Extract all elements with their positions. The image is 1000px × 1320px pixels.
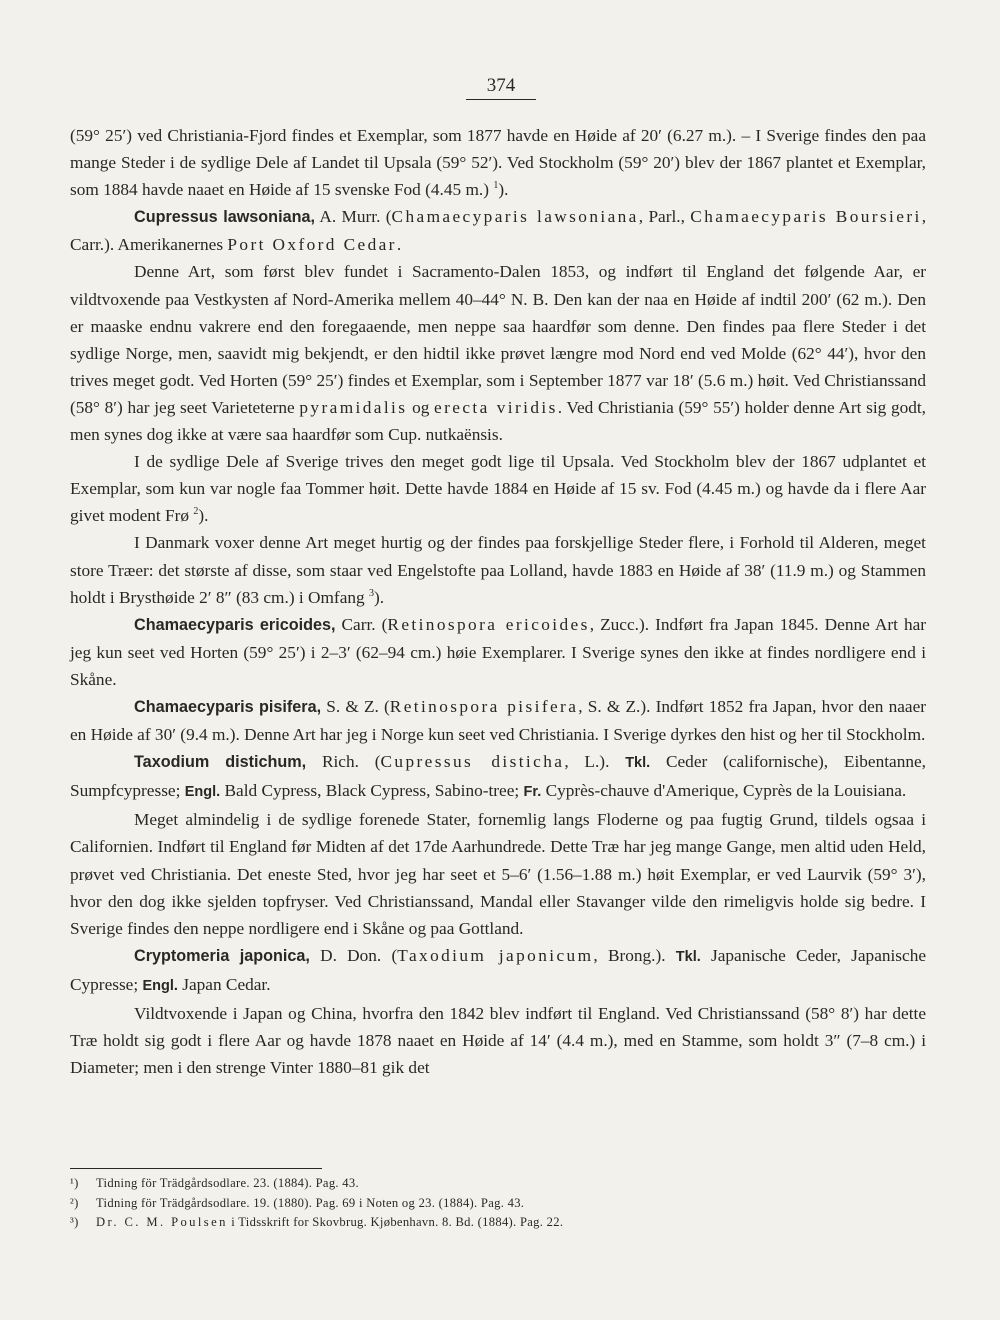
spaced-name: Taxodium japonicum — [397, 945, 594, 965]
text-run: Tidning för Trädgårdsodlare. 19. (1880). Pag. 69 i Noten og 23. (1884). Pag. 43. — [96, 1195, 525, 1210]
spaced-name: pyramidalis — [299, 397, 408, 417]
footnotes — [70, 1174, 930, 1233]
text-run: , Parl., — [638, 207, 691, 227]
paragraph — [70, 693, 926, 748]
text-run: D. Don. ( — [309, 945, 398, 965]
text-run: , Carr.). Amerikanernes — [70, 207, 927, 255]
text-run: ). — [373, 587, 385, 607]
text-run: , S. & Z.). Indført 1852 fra Japan, hvor den naaer en Høide af 30′ (9.4 m.). Denne Art har jeg i Norge kun seet ved Christiania. I Sverige dyrkes den hist og her til Stockholm. — [70, 696, 926, 745]
species-name: Chamaecyparis ericoides, — [134, 615, 336, 634]
paragraph — [70, 258, 926, 448]
language-label: Tkl. — [675, 948, 701, 965]
footnote-reference: 3 — [368, 587, 374, 599]
spaced-name: Chamaecyparis Boursieri — [690, 207, 922, 227]
spaced-name: Chamaecyparis lawsoniana — [391, 207, 639, 227]
text-run: Japan Cedar. — [177, 974, 271, 994]
text-run: S. & Z. ( — [321, 696, 390, 716]
paragraph — [70, 1000, 926, 1081]
text-run: , L.). — [564, 752, 626, 772]
species-name: Cryptomeria japonica, — [134, 946, 310, 965]
footnote-rule — [70, 1168, 322, 1169]
footnote-text — [96, 1213, 930, 1233]
spaced-name: Cupressus disticha — [380, 752, 565, 772]
text-run: . — [396, 235, 402, 255]
text-run: Tidning för Trädgårdsodlare. 23. (1884). Pag. 43. — [96, 1176, 359, 1190]
page-number: 374 — [466, 74, 536, 100]
text-run: . Ved Christiania (59° 55′) holder denne Art sig godt, men synes dog ikke at være saa haardfør som Cup. nutkaënsis. — [70, 397, 926, 445]
paragraph — [70, 448, 926, 529]
footnote-mark: ¹) — [70, 1176, 79, 1190]
text-run: i Tidsskrift for Skovbrug. Kjøbenhavn. 8. Bd. (1884). Pag. 22. — [227, 1215, 564, 1229]
language-label: Engl. — [184, 784, 221, 801]
paragraph — [70, 529, 926, 610]
language-label: Engl. — [142, 977, 178, 994]
footnote-reference: 1 — [493, 180, 499, 192]
footnote-reference: 2 — [193, 506, 199, 518]
text-run: ). — [498, 180, 509, 200]
paragraph — [70, 122, 926, 203]
text-run: Japanische Ceder, Japanische Cypresse; — [70, 945, 927, 994]
paragraph — [70, 806, 926, 941]
text-run: I de sydlige Dele af Sverige trives den meget godt lige til Upsala. Ved Stockholm blev der 1867 udplantet et Exemplar, som kun var nogle faa Tommer høit. Dette havde 1884 en Høide af 15 sv. Fod (4.45 m.) og havde da i flere Aar givet modent Frø — [70, 452, 926, 526]
text-run: ). — [198, 506, 209, 526]
text-run: og — [407, 397, 435, 417]
spaced-name: Port Oxford Cedar — [227, 235, 397, 255]
text-run: I Danmark voxer denne Art meget hurtig og der findes paa forskjellige Steder flere, i Forhold til Alderen, meget store Træer: det største af disse, som staar ved Engelstofte paa Lolland, havde 1883 en Høide af 38′ (11.9 m.) og Stammen holdt i Brysthøide 2′ 8″ (83 cm.) i Omfang — [70, 533, 926, 607]
footnote-text — [96, 1174, 930, 1194]
text-run: A. Murr. ( — [314, 207, 392, 227]
text-run: Denne Art, som først blev fundet i Sacramento-Dalen 1853, og indført til England det følgende Aar, er vildtvoxende paa Vestkysten af Nord-Amerika mellem 40–44° N. B. Den kan der naa en Høide af indtil 200′ (62 m.). Den er maaske endnu vakrere end den foregaaende, men neppe saa haardfør som denne. Den findes paa flere Steder i det sydlige Norge, men, saavidt mig bekjendt, er den hidtil ikke prøvet længre mod Nord end ved Molde (62° 44′), hvor den trives meget godt. Ved Horten (59° 25′) findes et Exemplar, som i September 1877 var 18′ (5.6 m.) høit. Ved Christianssand (58° 8′) har jeg seet Varieteterne — [70, 262, 926, 417]
text-run: Cyprès-chauve d'Amerique, Cyprès de la Louisiana. — [541, 781, 907, 801]
footnote-text — [96, 1194, 930, 1214]
spaced-name: Retinospora ericoides — [387, 614, 590, 634]
text-run: , Brong.). — [593, 945, 676, 965]
footnote-mark: ³) — [70, 1215, 79, 1229]
language-label: Tkl. — [625, 755, 651, 772]
footnote — [70, 1194, 930, 1214]
paragraph — [70, 748, 926, 806]
footnote — [70, 1174, 930, 1194]
spaced-name: Retinospora pisifera — [389, 696, 579, 716]
text-run: Ceder (californische), Eibentanne, Sumpfcypresse; — [70, 752, 926, 801]
spaced-name: Dr. C. M. Poulsen — [96, 1215, 228, 1229]
text-run: , Zucc.). Indført fra Japan 1845. Denne Art har jeg kun seet ved Horten (59° 25′) i 2–3′ (62–94 cm.) høie Exemplarer. I Sverige synes den ikke at findes nordligere end i Skåne. — [70, 614, 927, 689]
species-name: Chamaecyparis pisifera, — [134, 697, 322, 716]
paragraph — [70, 942, 926, 1000]
paragraph — [70, 611, 926, 693]
text-run: Rich. ( — [306, 752, 381, 772]
body-text — [70, 122, 926, 1081]
spaced-name: erecta viridis — [434, 397, 558, 417]
text-run: Vildtvoxende i Japan og China, hvorfra den 1842 blev indført til England. Ved Christianssand (58° 8′) har dette Træ holdt sig godt i flere Aar og havde 1878 naaet en Høide af 14′ (4.4 m.), med en Stamme, som holdt 3″ (7–8 cm.) i Diameter; men i den strenge Vinter 1880–81 gik det — [70, 1004, 926, 1078]
text-run: Carr. ( — [335, 614, 388, 634]
text-run: Meget almindelig i de sydlige forenede Stater, fornemlig langs Floderne og paa fugtig Grund, tildels ogsaa i Californien. Indført til England før Midten af det 17de Aarhundrede. Dette Træ har jeg mange Gange, men altid uden Held, prøvet ved Christiania. Det eneste Sted, hvor jeg har seet et 5–6′ (1.56–1.88 m.) høit Exemplar, er ved Laurvik (59° 3′), hvor den dog ikke sjelden topfryser. Ved Christianssand, Mandal eller Stavanger vilde den rimeligvis holde sig bedre. I Sverige findes den neppe nordligere end i Skåne og paa Gottland. — [70, 810, 926, 938]
species-name: Taxodium distichum, — [134, 753, 307, 772]
text-run: Bald Cypress, Black Cypress, Sabino-tree; — [220, 781, 524, 801]
paragraph — [70, 203, 926, 258]
footnote-mark: ²) — [70, 1195, 79, 1210]
language-label: Fr. — [523, 784, 542, 801]
text-run: (59° 25′) ved Christiania-Fjord findes et Exemplar, som 1877 havde en Høide af 20′ (6.27 m.). – I Sverige findes den paa mange Steder i de sydlige Dele af Landet til Upsala (59° 52′). Ved Stockholm (59° 20′) blev der 1867 plantet et Exemplar, som 1884 havde naaet en Høide af 15 svenske Fod (4.45 m.) — [70, 126, 926, 200]
footnote — [70, 1213, 930, 1233]
species-name: Cupressus lawsoniana, — [134, 208, 315, 227]
